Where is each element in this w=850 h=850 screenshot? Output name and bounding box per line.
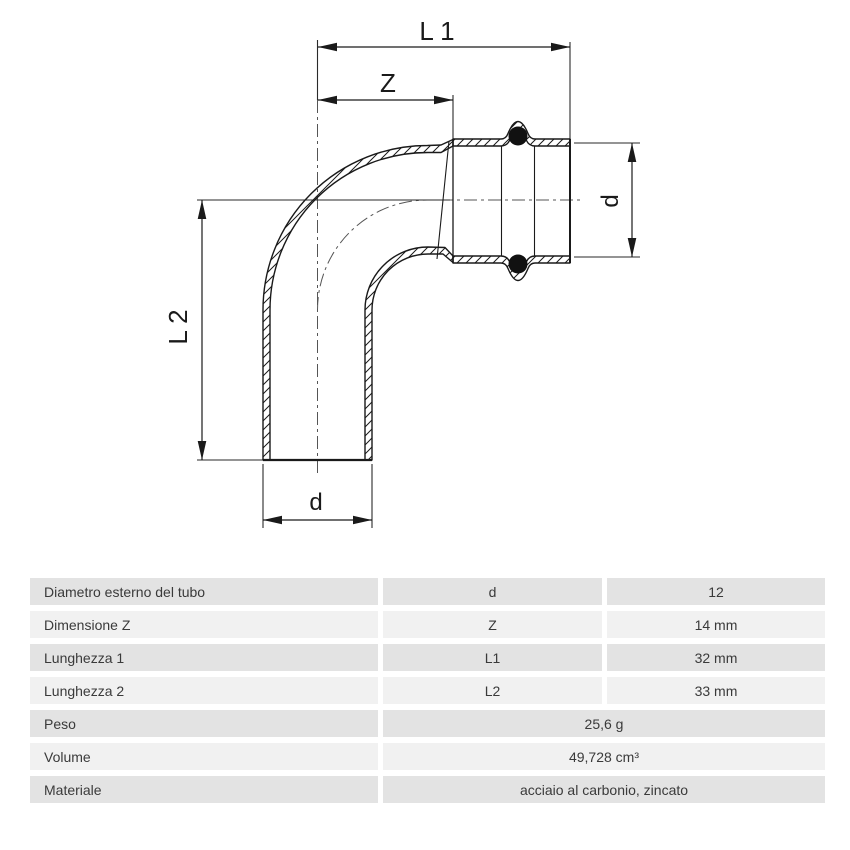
arrow-l1-left [318, 43, 337, 52]
row-value: 14 mm [607, 611, 825, 638]
arrow-z-right [434, 96, 453, 105]
spec-table [30, 578, 825, 803]
label-l1: L 1 [419, 16, 455, 46]
row-label: Peso [30, 710, 378, 737]
arrow-l2-top [198, 200, 207, 219]
oring-top [509, 127, 528, 146]
oring-bottom [509, 255, 528, 274]
row-label: Volume [30, 743, 378, 770]
elbow-outer-wall [263, 140, 453, 461]
row-attr: L2 [383, 677, 602, 704]
row-value: 25,6 g [383, 710, 825, 737]
row-value: 32 mm [607, 644, 825, 671]
arrow-d-right-bottom [628, 238, 637, 257]
row-attr: L1 [383, 644, 602, 671]
row-label: Lunghezza 1 [30, 644, 378, 671]
label-l2: L 2 [163, 309, 193, 345]
elbow-inner-wall [365, 247, 453, 460]
arrow-d-right-top [628, 143, 637, 162]
row-label: Dimensione Z [30, 611, 378, 638]
label-d-bottom: d [309, 489, 323, 516]
label-d-right: d [597, 194, 624, 208]
socket-details [263, 139, 570, 460]
arrow-l1-right [551, 43, 570, 52]
label-z: Z [380, 68, 396, 98]
row-value: 49,728 cm³ [383, 743, 825, 770]
row-value: 12 [607, 578, 825, 605]
row-attr: d [383, 578, 602, 605]
row-label: Diametro esterno del tubo [30, 578, 378, 605]
arrow-d-bottom-left [263, 516, 282, 525]
row-attr: Z [383, 611, 602, 638]
row-label: Materiale [30, 776, 378, 803]
row-label: Lunghezza 2 [30, 677, 378, 704]
row-value: acciaio al carbonio, zincato [383, 776, 825, 803]
arrow-l2-bottom [198, 441, 207, 460]
centerlines [318, 100, 584, 473]
arrow-z-left [318, 96, 337, 105]
row-value: 33 mm [607, 677, 825, 704]
arrow-d-bottom-right [353, 516, 372, 525]
elbow-body [263, 122, 570, 461]
